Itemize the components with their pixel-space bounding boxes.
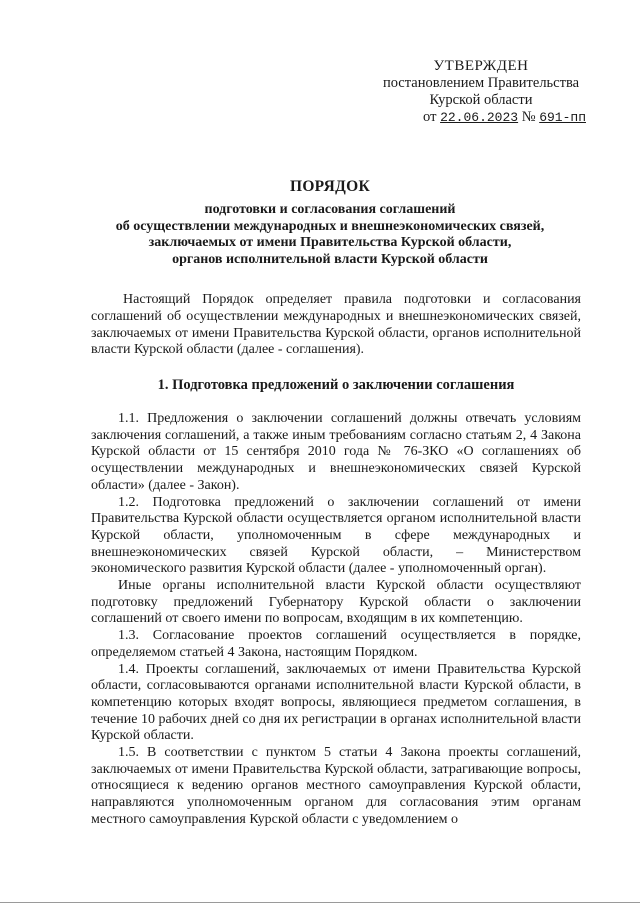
paragraph-1-1: 1.1. Предложения о заключении соглашений должны отвечать условиям заключения соглашений, а также иным требованиям согласно статьям 2, 4 Закона Курской области от 15 сентября 2010 года № 76-ЗКО «О соглашениях об осуществлении международных и внешнеэкономических связей Курской области» (далее - Закон). (91, 411, 581, 493)
approval-date: 22.06.2023 (440, 110, 519, 125)
document-title: ПОРЯДОК (289, 178, 371, 195)
approval-date-prefix: от (423, 109, 437, 125)
paragraph-1-2: 1.2. Подготовка предложений о заключении соглашений от имени Правительства Курской области осуществляется органом исполнительной власти Курской области, уполномоченным в сфере международных и внешнеэкономических связей Курской области, – Министерством экономического развития Курской области (далее - уполномоченный орган). (91, 494, 581, 577)
intro-paragraph: Настоящий Порядок определяет правила подготовки и согласования соглашений об осуществлении международных и внешнеэкономических связей, заключаемых от имени Правительства Курской области, органов исполнительной власти Курской области (далее - соглашения). (91, 292, 581, 358)
approval-line-1: постановлением Правительства (382, 75, 580, 91)
intro-section (91, 292, 581, 359)
paragraph-1-5: 1.5. В соответствии с пунктом 5 статьи 4 Закона проекты соглашений, заключаемых от имени Правительства Курской области, затрагивающие вопросы, относящиеся к ведению органов местного самоуправления Курской области, направляются уполномоченным органом для согласования этим органам местного самоуправления Курской области с уведомлением о (91, 745, 581, 827)
paragraph-1-3: 1.3. Согласование проектов соглашений осуществляется в порядке, определяемом статьей 4 Закона, настоящим Порядком. (91, 628, 581, 660)
paragraph-1-2-continued: Иные органы исполнительной власти Курской области осуществляют подготовку предложений Губернатору Курской области о заключении соглашений от своего имени по вопросам, входящим в их компетенцию. (91, 578, 581, 627)
section-1-items (91, 411, 581, 829)
section-1-title: 1. Подготовка предложений о заключении соглашения (157, 377, 515, 393)
approval-stamp (376, 58, 586, 126)
document-heading (60, 178, 600, 268)
approval-title: УТВЕРЖДЕН (433, 58, 529, 74)
heading-line: органов исполнительной власти Курской области (172, 251, 488, 267)
approval-line-2: Курской области (429, 92, 533, 108)
approval-number: 691-пп (539, 110, 586, 125)
approval-number-prefix: № (521, 109, 536, 125)
heading-line: об осуществлении международных и внешнеэкономических связей, (115, 218, 545, 234)
page-bottom-rule (0, 902, 640, 903)
approval-date-line (376, 109, 586, 126)
paragraph-1-4: 1.4. Проекты соглашений, заключаемых от имени Правительства Курской области, согласовываются органами исполнительной власти Курской области, в компетенцию которых входят вопросы, являющиеся предметом соглашения, в течение 10 рабочих дней со дня их регистрации в органах исполнительной власти Курской области. (91, 661, 581, 744)
heading-line: заключаемых от имени Правительства Курской области, (148, 235, 512, 250)
heading-line: подготовки и согласования соглашений (204, 202, 456, 217)
